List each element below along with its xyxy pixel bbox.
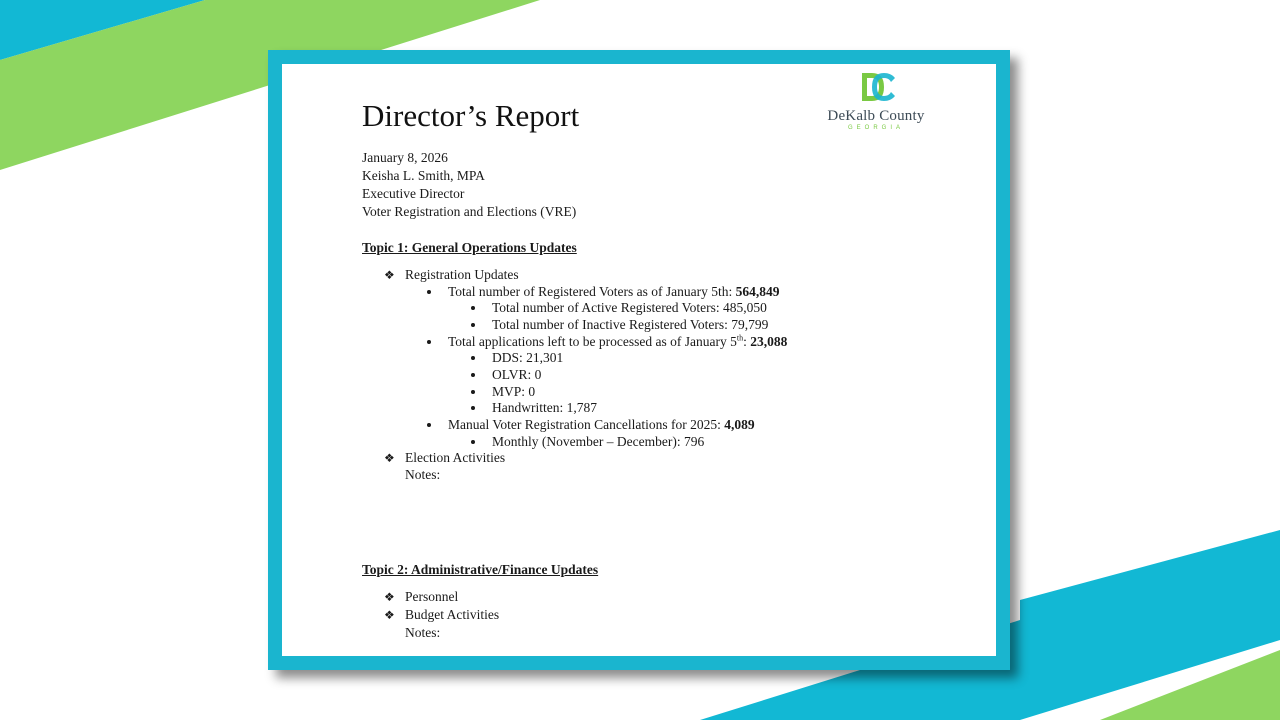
applications-line: Total applications left to be processed as of January 5th: 23,088 <box>448 333 788 349</box>
report-date: January 8, 2026 <box>362 150 448 165</box>
registration-updates-label: Registration Updates <box>405 267 519 282</box>
topic1-heading: Topic 1: General Operations Updates <box>362 240 577 255</box>
bullet-icon <box>471 356 475 360</box>
logo-subtitle: GEORGIA <box>847 125 904 131</box>
topic1-notes-label: Notes: <box>405 467 441 482</box>
election-activities-label: Election Activities <box>405 450 506 465</box>
diamond-bullet-icon: ❖ <box>384 451 395 465</box>
dc-logo-icon <box>858 70 898 104</box>
bullet-icon <box>471 306 475 310</box>
bullet-icon <box>471 440 475 444</box>
topic2-notes-label: Notes: <box>405 625 441 640</box>
active-voters-line: Total number of Active Registered Voters: 485,050 <box>492 300 767 315</box>
cancellations-value: 4,089 <box>724 417 755 432</box>
bullet-icon <box>471 390 475 394</box>
budget-activities-label: Budget Activities <box>405 607 500 622</box>
personnel-label: Personnel <box>405 589 459 604</box>
dds-line: DDS: 21,301 <box>492 350 564 365</box>
dekalb-county-logo <box>824 70 928 132</box>
mvp-line: MVP: 0 <box>492 384 536 399</box>
diamond-bullet-icon: ❖ <box>384 268 395 282</box>
report-title: Director’s Report <box>362 98 580 133</box>
handwritten-line: Handwritten: 1,787 <box>492 400 597 415</box>
bullet-icon <box>471 323 475 327</box>
report-author: Keisha L. Smith, MPA <box>362 168 485 183</box>
bullet-icon <box>471 406 475 410</box>
report-department: Voter Registration and Elections (VRE) <box>362 204 577 219</box>
olvr-line: OLVR: 0 <box>492 367 542 382</box>
inactive-voters-line: Total number of Inactive Registered Voters: 79,799 <box>492 317 769 332</box>
bullet-icon <box>427 423 431 427</box>
total-registered-value: 564,849 <box>735 284 780 299</box>
document-frame <box>268 50 1010 670</box>
bullet-icon <box>427 340 431 344</box>
bullet-icon <box>427 290 431 294</box>
diamond-bullet-icon: ❖ <box>384 608 395 622</box>
bullet-icon <box>471 373 475 377</box>
cancellations-line: Manual Voter Registration Cancellations for 2025: 4,089 <box>448 417 755 432</box>
total-registered-line: Total number of Registered Voters as of January 5th: 564,849 <box>448 284 780 299</box>
applications-value: 23,088 <box>750 334 788 349</box>
monthly-line: Monthly (November – December): 796 <box>492 434 705 449</box>
document-page <box>282 64 996 656</box>
report-role: Executive Director <box>362 186 465 201</box>
logo-name: DeKalb County <box>827 108 925 124</box>
diamond-bullet-icon: ❖ <box>384 590 395 604</box>
topic2-heading: Topic 2: Administrative/Finance Updates <box>362 562 599 577</box>
